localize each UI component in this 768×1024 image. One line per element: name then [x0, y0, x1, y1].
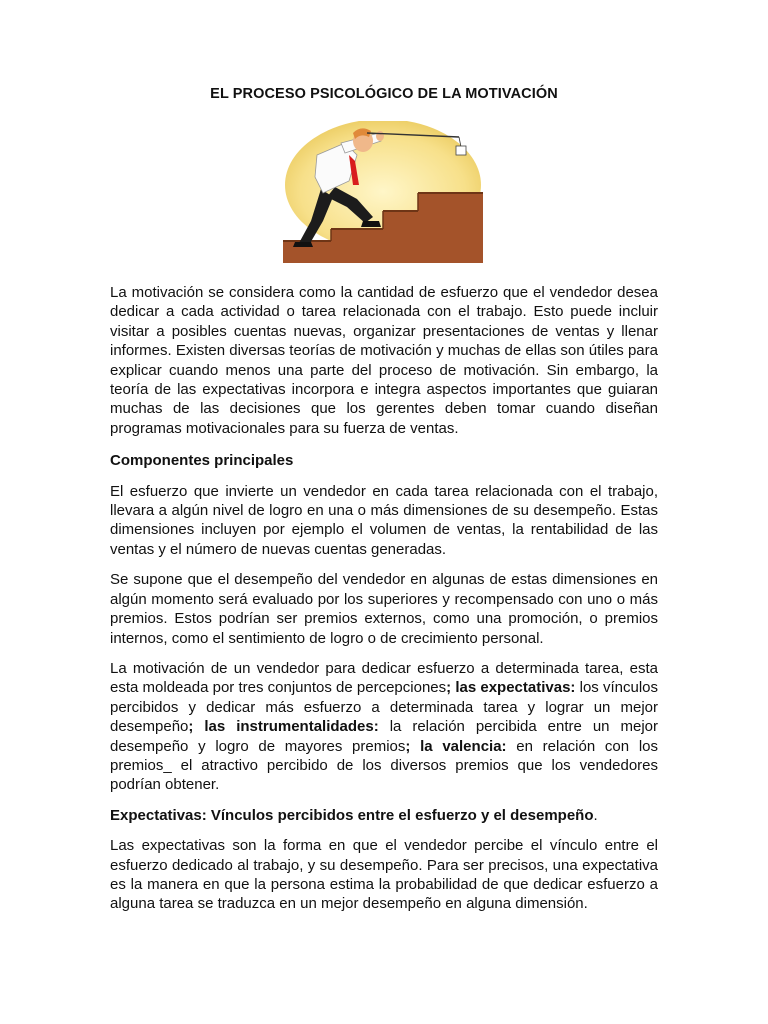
climber-on-stairs-image — [283, 121, 483, 263]
motivation-text-4: en relación con los premios_ el atractivo percibido de los diversos premios que los vendedores podrían obtener. — [110, 737, 658, 794]
page-title: EL PROCESO PSICOLÓGICO DE LA MOTIVACIÓN — [210, 86, 558, 102]
heading-expectations-text: Expectativas: Vínculos percibidos entre el esfuerzo y el desempeño — [110, 806, 594, 824]
motivation-paragraph — [110, 659, 658, 795]
term-valence: ; la valencia: — [405, 737, 507, 755]
motivation-text-3: la relación percibida entre un mejor desempeño y logro de mayores premios — [110, 718, 659, 755]
term-instrumentalities: ; las instrumentalidades: — [188, 718, 379, 736]
expectations-paragraph: Las expectativas son la forma en que el vendedor percibe el vínculo entre el esfuerzo dedicado al trabajo, y su desempeño. Para ser precisos, una expectativa es la manera en que la persona estima la probabilidad de que dedicar esfuerzo a alguna tarea se traduzca en un mejor desempeño en alguna dimensión. — [110, 837, 658, 913]
performance-paragraph: Se supone que el desempeño del vendedor en algunas de estas dimensiones en algún momento será evaluado por los superiores y recompensado con uno o más premios. Estos podrían ser premios externos, como una promoción, o premios internos, como el sentimiento de logro o de crecimiento personal. — [110, 571, 658, 647]
document-body — [110, 283, 658, 925]
intro-paragraph: La motivación se considera como la cantidad de esfuerzo que el vendedor desea dedicar a cada actividad o tarea relacionada con el trabajo. Esto puede incluir visitar a posibles cuentas nuevas, organizar presentaciones de ventas y llenar informes. Existen diversas teorías de motivación y muchas de ellas son útiles para explicar cuando menos una parte del proceso de motivación. Sin embargo, la teoría de las expectativas incorpora e integra aspectos importantes que guiaran muchas de las decisiones que los gerentes deben tomar cuando diseñan programas motivacionales para su fuerza de ventas. — [110, 284, 658, 437]
term-expectations: ; las expectativas: — [446, 679, 576, 697]
motivation-illustration — [283, 121, 483, 263]
motivation-text-1: La motivación de un vendedor para dedicar esfuerzo a determinada tarea, esta esta moldeada por tres conjuntos de percepciones — [110, 659, 658, 697]
section-heading-expectations — [110, 806, 658, 825]
heading-expectations-period: . — [593, 806, 598, 824]
effort-paragraph: El esfuerzo que invierte un vendedor en cada tarea relacionada con el trabajo, llevara a algún nivel de logro en una o más dimensiones de su desempeño. Estas dimensiones incluyen por ejemplo el volumen de ventas, la rentabilidad de las ventas y el número de nuevas cuentas generadas. — [110, 482, 658, 558]
section-heading-components: Componentes principales — [110, 452, 294, 470]
motivation-text-2: los vínculos percibidos y dedicar más esfuerzo a determinada tarea y lograr un mejor desempeño — [110, 679, 658, 736]
reward-icon — [456, 146, 466, 155]
